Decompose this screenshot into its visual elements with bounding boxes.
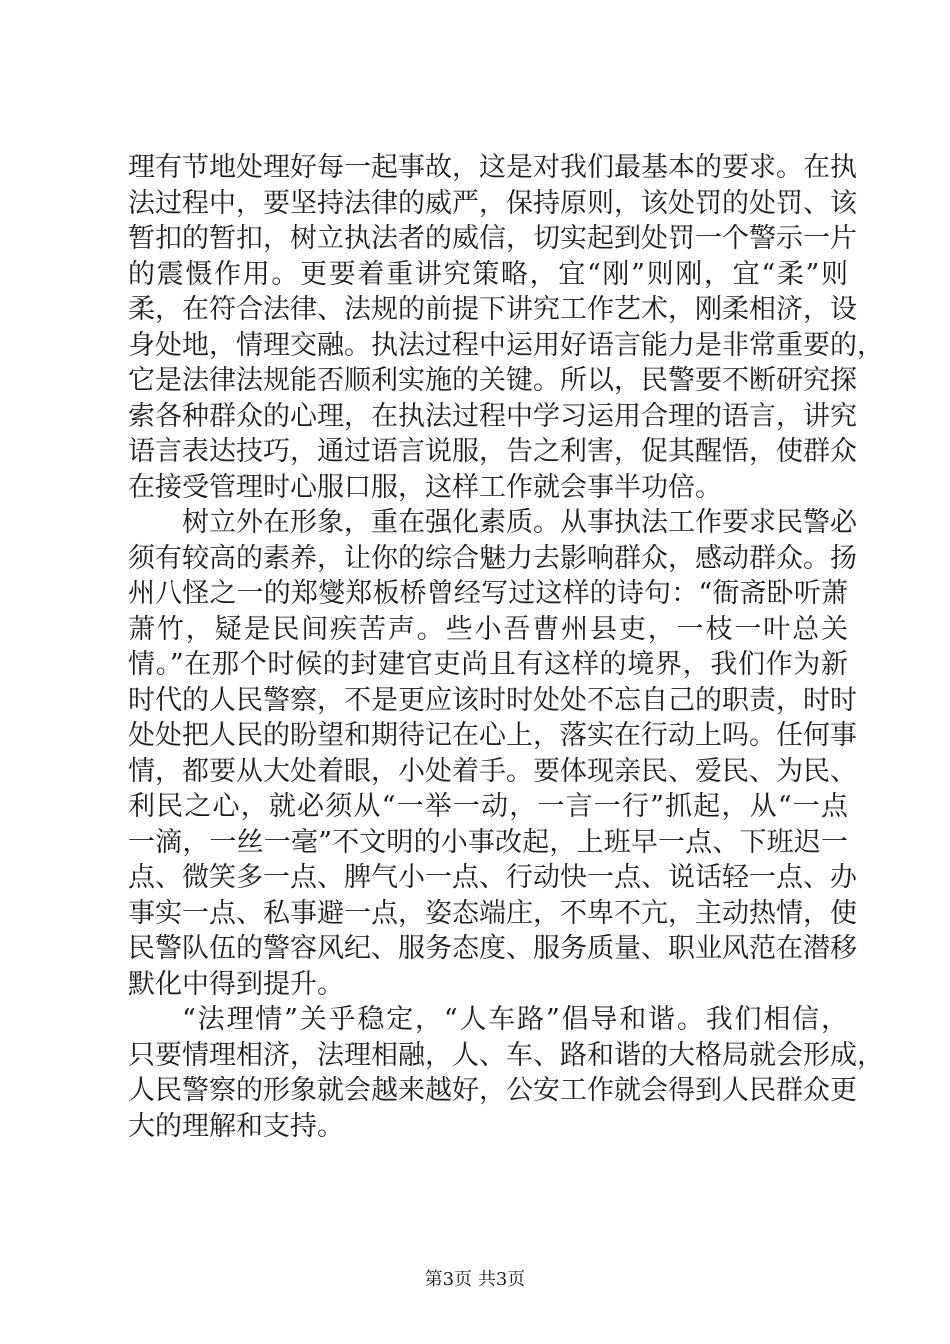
text-line: 须有较高的素养，让你的综合魅力去影响群众，感动群众。扬 bbox=[128, 542, 857, 574]
text-line: 民警队伍的警容风纪、服务态度、服务质量、职业风范在潜移 bbox=[128, 933, 857, 964]
text-line: 柔，在符合法律、法规的前提下讲究工作艺术，刚柔相济，设 bbox=[128, 294, 857, 325]
text-line: 暂扣的暂扣，树立执法者的威信，切实起到处罚一个警示一片 bbox=[128, 223, 857, 254]
text-line: 利民之心，就必须从“一举一动，一言一行”抓起，从“一点 bbox=[128, 791, 848, 822]
text-line: 点、微笑多一点、脾气小一点、行动快一点、说话轻一点、办 bbox=[128, 862, 857, 893]
text-line: 大的理解和支持。 bbox=[128, 1110, 344, 1142]
text-line: 一滴，一丝一毫”不文明的小事改起，上班早一点、下班迟一 bbox=[128, 826, 848, 858]
text-line: “法理情”关乎稳定，“人车路”倡导和谐。我们相信， bbox=[182, 1004, 848, 1035]
text-line: 默化中得到提升。 bbox=[128, 968, 344, 1000]
text-line: 语言表达技巧，通过语言说服，告之利害，促其醒悟，使群众 bbox=[128, 436, 857, 467]
text-line: 事实一点、私事避一点，姿态端庄，不卑不亢，主动热情，使 bbox=[128, 897, 857, 929]
text-line: 索各种群众的心理，在执法过程中学习运用合理的语言，讲究 bbox=[128, 400, 857, 432]
text-line: 在接受管理时心服口服，这样工作就会事半功倍。 bbox=[128, 471, 722, 503]
page-number-footer: 第3页 共3页 bbox=[424, 1269, 526, 1290]
paragraph-1 bbox=[128, 150, 884, 505]
text-line: 时代的人民警察，不是更应该时时处处不忘自己的职责，时时 bbox=[128, 684, 857, 716]
text-line: 人民警察的形象就会越来越好，公安工作就会得到人民群众更 bbox=[128, 1075, 857, 1106]
text-line: 身处地，情理交融。执法过程中运用好语言能力是非常重要的， bbox=[128, 329, 884, 361]
text-line: 的震慑作用。更要着重讲究策略，宜“刚”则刚，宜“柔”则 bbox=[128, 258, 848, 290]
text-line: 州八怪之一的郑燮郑板桥曾经写过这样的诗句：“衙斋卧听萧 bbox=[128, 578, 848, 609]
text-line: 法过程中，要坚持法律的威严，保持原则，该处罚的处罚、该 bbox=[128, 187, 857, 219]
text-line: 情。”在那个时候的封建官吏尚且有这样的境界，我们作为新 bbox=[128, 649, 848, 680]
text-line: 只要情理相济，法理相融，人、车、路和谐的大格局就会形成， bbox=[128, 1039, 884, 1071]
text-line: 处处把人民的盼望和期待记在心上，落实在行动上吗。任何事 bbox=[128, 720, 857, 751]
text-line: 萧竹，疑是民间疾苦声。些小吾曹州县吏，一枝一叶总关 bbox=[128, 613, 848, 645]
text-line: 理有节地处理好每一起事故，这是对我们最基本的要求。在执 bbox=[128, 152, 857, 183]
text-line: 树立外在形象，重在强化素质。从事执法工作要求民警必 bbox=[182, 507, 857, 538]
paragraph-3 bbox=[128, 1002, 884, 1144]
text-line: 它是法律法规能否顺利实施的关键。所以，民警要不断研究探 bbox=[128, 365, 857, 396]
document-body bbox=[128, 150, 884, 1144]
text-line: 情，都要从大处着眼，小处着手。要体现亲民、爱民、为民、 bbox=[128, 755, 857, 787]
paragraph-2 bbox=[128, 505, 857, 1002]
